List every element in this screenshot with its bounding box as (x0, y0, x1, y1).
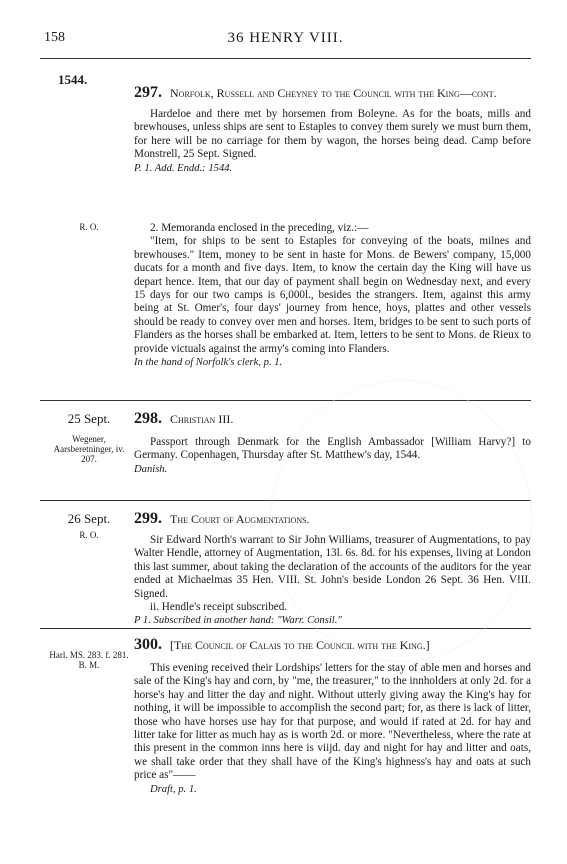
entry-source: R. O. (79, 530, 99, 540)
entry-separator (40, 400, 531, 401)
entry-paragraph: 2. Memoranda enclosed in the preceding, viz.:— (150, 222, 369, 234)
entry-side (48, 650, 130, 670)
entry-source: Wegener, Aarsberetninger, iv. 207. (53, 434, 125, 464)
year-label: 1544. (58, 72, 88, 87)
entry-note: P 1. Subscribed in another hand: "Warr. Consil." (134, 615, 342, 627)
page-number: 158 (44, 30, 65, 45)
entry-subnote: ii. Hendle's receipt subscribed. (150, 601, 288, 614)
entry-note: Draft, p. 1. (150, 783, 197, 795)
entry-number: 297. (134, 84, 162, 101)
entry-heading (134, 638, 531, 652)
entry-paragraph: "Item, for ships to be sent to Estaples for conveying of the boats, milnes and brewhouses." Item, money to be sent in haste for Mons. de Bewers' company, 15,000 ducats for a month and five days. Item, to know the certain day the King will have us depart hence. Item, that our day of payment shall begin on Wednesday next, and every 15 days for our two camps is 6,000l., besides the strangers. Item, against this army being at St. Omer's, four days' journey from hence, hoys, plattes and other vessels should be ready to convey over men and horses. Item, bridges to be sent to such ports of Flanders as the horses shall be embarked at. Item, letters to be sent to Mons. de Rieux to provide victuals against the army's coming into Flanders. (134, 235, 531, 355)
entry-separator (40, 500, 531, 501)
entry-note: P. 1. Add. Endd.: 1544. (134, 162, 233, 174)
entry-paragraph: This evening received their Lordships' letters for the stay of able men and horses and sale of the King's hay and corn, by "me, the treasurer," to the innholders at only 2d. for a horse's hay and litter the day and night. Without utterly giving away the King's hay for nothing, it will be impossible to accomplish the second part; for, as there is lack of litter, those who have horses use hay for that purpose, and would if rated at 2d. for hay and litter take for litter as much hay as is worth 2d. or more. "Nevertheless, where the rate at this present in the common inns here is viijd. day and night for hay and litter and oats, we shall take order that they shall have of the King's highness's hay and oats at such price as"—— (134, 662, 531, 782)
entry-paragraph: Sir Edward North's warrant to Sir John Williams, treasurer of Augmentations, to pay Walter Hendle, attorney of Augmentation, 13l. 6s. 8d. for his expenses, living at London this last summer, about taking the declaration of the accounts of the auditors for the year ended at Michaelmas 35 Hen. VIII. St. John's beside London 26 Sept. 36 Hen. VIII. Signed. (134, 534, 531, 600)
entry-source: R. O. (79, 222, 99, 232)
reign-heading: 36 HENRY VIII. (227, 30, 344, 46)
entry-title: [The Council of Calais to the Council with the King.] (170, 638, 430, 652)
header-rule (40, 58, 531, 59)
running-head (44, 30, 527, 50)
entry-number: 300. (134, 636, 162, 653)
entry-side (48, 512, 130, 540)
entry-paragraph: Passport through Denmark for the English Ambassador [William Harvy?] to Germany. Copenhagen, Thursday after St. Matthew's day, 1544. (134, 436, 531, 462)
entry-title: Norfolk, Russell and Cheyney to the Council with the King—cont. (170, 86, 497, 100)
entry-side (48, 222, 130, 232)
entry-note: Danish. (134, 463, 168, 475)
entry-number: 298. (134, 410, 162, 427)
entry-side (48, 412, 130, 464)
entry-title: The Court of Augmentations. (170, 512, 310, 526)
entry-date: 26 Sept. (67, 511, 111, 526)
entry-date: 25 Sept. (67, 411, 111, 426)
entry-title: Christian III. (170, 412, 234, 426)
entry-source: Harl. MS. 283. f. 281. B. M. (49, 650, 129, 670)
entry-separator (40, 628, 531, 629)
entry-paragraph: Hardeloe and there met by horsemen from Boleyne. As for the boats, mills and brewhouses, unless ships are sent to Estaples to convey them surely we must burn them, for here will be no carriage for them by wagon, the horses being dead. Camp before Monstrell, 25 Sept. Signed. (134, 108, 531, 161)
entry-note: In the hand of Norfolk's clerk, p. 1. (134, 357, 283, 369)
entry-heading (134, 86, 531, 100)
entry-heading (134, 512, 531, 526)
entry-heading (134, 412, 531, 426)
entry-number: 299. (134, 510, 162, 527)
